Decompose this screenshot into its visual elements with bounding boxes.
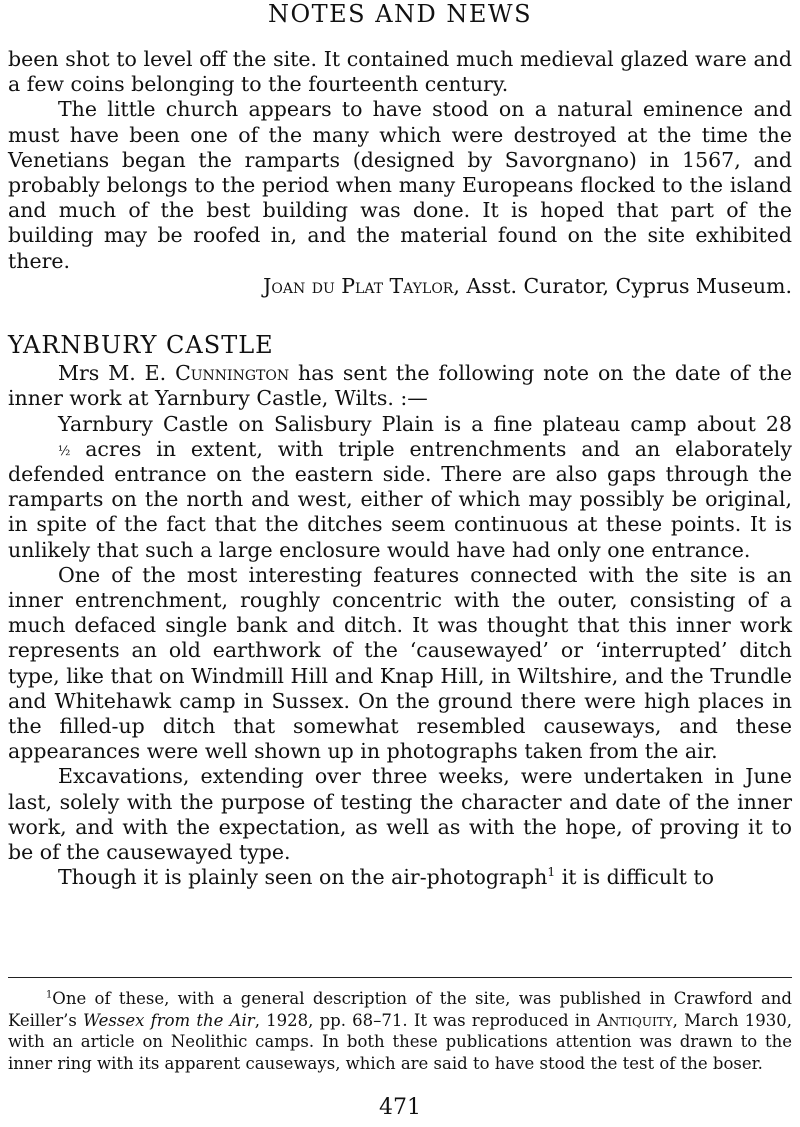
footnote-text: [8, 988, 792, 1074]
church-paragraph: The little church appears to have stood on a natural eminence and must have been one of the many which were destroyed at the time the Venetians began the ramparts (designed by Savorgnano) in 1567, and probably belongs to the period when many Europeans flocked to the island and much of the best building was done. It is hoped that part of the building may be roofed in, and the material found on the site exhibited there.: [8, 97, 792, 273]
footnote-part3: , March 1930, with an article on Neolithic camps. In both these publications attention was drawn to the inner ring with its apparent causeways, which are said to have stood the test of the boser.: [8, 1010, 793, 1073]
footnote-book-title: Wessex from the Air: [83, 1010, 255, 1030]
signature-name: Joan du Plat Taylor: [263, 273, 454, 298]
page-number: 471: [379, 1095, 421, 1120]
footnote-part1: One of these, with a general description of the site, was published in Crawford and Keiller’s: [8, 989, 792, 1030]
intro-paragraph: been shot to level off the site. It contained much medieval glazed ware and a few coins belonging to the fourteenth century.: [8, 47, 792, 97]
footnote-reference: 1: [547, 865, 556, 880]
footnote-journal: Antiquity: [596, 1010, 673, 1030]
footnote-divider: [8, 977, 792, 978]
final-paragraph-rest: it is difficult to: [555, 865, 714, 890]
final-paragraph-lead: Though it is plainly seen on the air-photograph: [58, 865, 548, 890]
signature-role: , Asst. Curator, Cyprus Museum.: [453, 273, 792, 298]
section-intro-rest: has sent the following note on the date of the inner work at Yarnbury Castle, Wilts. :—: [8, 361, 792, 411]
features-paragraph: One of the most interesting features connected with the site is an inner entrenchment, roughly concentric with the outer, consisting of a much defaced single bank and ditch. It was thought that this inner work represents an old earthwork of the ‘causewayed’ or ‘interrupted’ ditch type, like that on Windmill Hill and Knap Hill, in Wiltshire, and the Trundle and Whitehawk camp in Sussex. On the ground there were high places in the filled-up ditch that somewhat resembled causeways, and these appearances were well shown up in photographs taken from the air.: [8, 562, 792, 764]
fraction-half: ½: [58, 442, 71, 458]
section-title: YARNBURY CASTLE: [8, 331, 274, 360]
section-intro: [8, 361, 792, 411]
castle-paragraph: [8, 412, 792, 563]
castle-paragraph-rest: acres in extent, with triple entrenchments and an elaborately defended entrance on the eastern side. There are also gaps through the ramparts on the north and west, either of which may possibly be original, in spite of the fact that the ditches seem continuous at these points. It is unlikely that such a large enclosure would have had only one entrance.: [8, 436, 792, 562]
running-head: NOTES AND NEWS: [267, 0, 533, 28]
footnote-marker: 1: [46, 989, 53, 1001]
final-paragraph: [8, 865, 792, 890]
footnote: [8, 988, 792, 1074]
castle-paragraph-lead: Yarnbury Castle on Salisbury Plain is a fine plateau camp about 28: [58, 411, 792, 436]
footnote-part2: , 1928, pp. 68–71. It was reproduced in: [254, 1010, 597, 1030]
excavations-paragraph: Excavations, extending over three weeks, were undertaken in June last, solely with the purpose of testing the character and date of the inner work, and with the expectation, as well as with the hope, of proving it to be of the causewayed type.: [8, 764, 792, 865]
section-intro-lead: Mrs M. E.: [58, 361, 176, 386]
signature-line: [8, 274, 792, 299]
section-intro-author: Cunnington: [175, 361, 290, 386]
body-text: [8, 47, 792, 891]
